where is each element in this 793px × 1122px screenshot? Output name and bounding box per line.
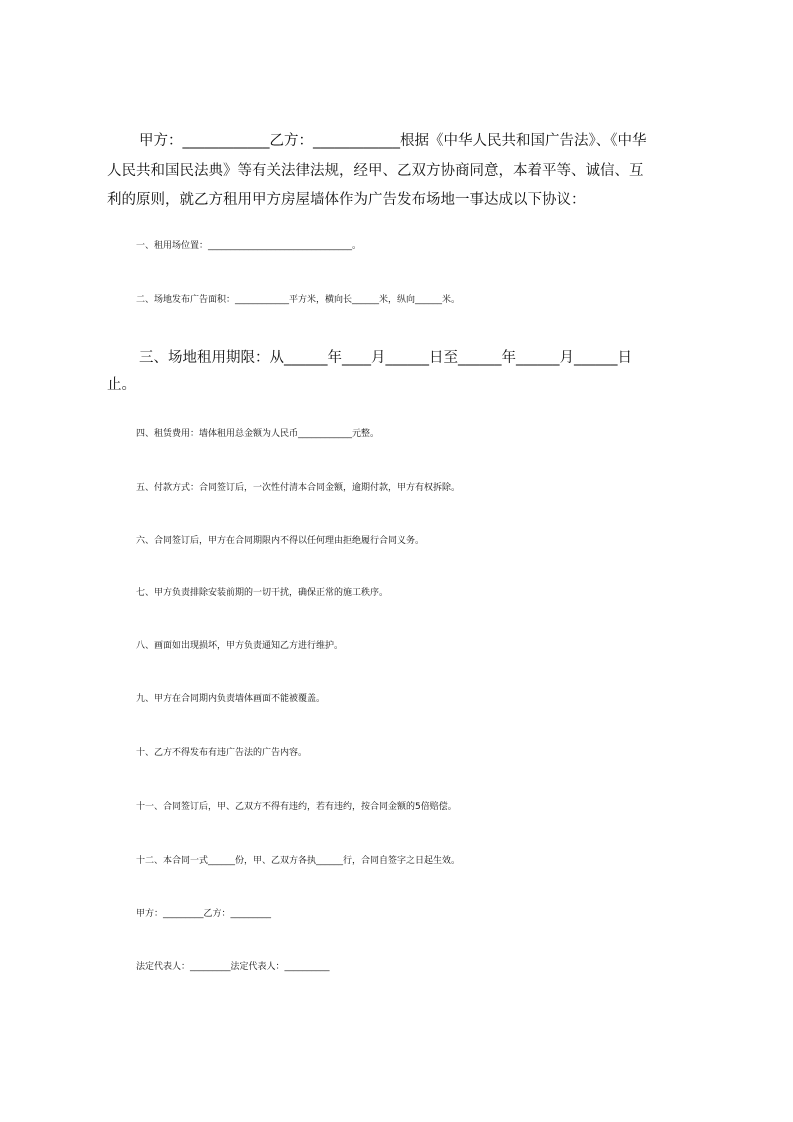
clause-4: 四、租赁费用：墙体租用总金额为人民币____________元整。 — [136, 429, 380, 439]
clause-5: 五、付款方式：合同签订后，一次性付清本合同金额，逾期付款，甲方有权拆除。 — [136, 483, 461, 493]
clause-6: 六、合同签订后，甲方在合同期限内不得以任何理由拒绝履行合同义务。 — [136, 536, 425, 546]
clause-9: 九、甲方在合同期内负责墙体画面不能被覆盖。 — [136, 694, 326, 704]
intro-line-1: 甲方：____________乙方：____________根据《中华人民共和国广告法》、《中华 — [139, 133, 647, 149]
clause-3-line-1: 三、场地租用期限：从______年____月______日至______年______月______日 — [139, 350, 632, 366]
signature-parties: 甲方：_________乙方：_________ — [136, 909, 272, 919]
signature-representatives: 法定代表人：_________法定代表人：__________ — [136, 962, 330, 972]
clause-2: 二、场地发布广告面积：____________平方米，横向长______米，纵向______米。 — [136, 295, 461, 305]
intro-line-3: 利的原则，就乙方租用甲方房屋墙体作为广告发布场地一事达成以下协议： — [107, 192, 586, 208]
intro-line-2: 人民共和国民法典》等有关法律法规，经甲、乙双方协商同意，本着平等、诚信、互 — [107, 163, 644, 179]
clause-7: 七、甲方负责排除安装前期的一切干扰，确保正常的施工秩序。 — [136, 588, 389, 598]
clause-12: 十二、本合同一式______份，甲、乙双方各执______行，合同自签字之日起生效。 — [136, 856, 461, 866]
clause-11: 十一、合同签订后，甲、乙双方不得有违约，若有违约，按合同金额的5倍赔偿。 — [136, 802, 457, 812]
clause-1: 一、租用场位置：________________________________。 — [136, 241, 362, 251]
clause-10: 十、乙方不得发布有违广告法的广告内容。 — [136, 748, 308, 758]
clause-8: 八、画面如出现损坏，甲方负责通知乙方进行维护。 — [136, 641, 344, 651]
clause-3-line-2: 止。 — [107, 377, 136, 393]
